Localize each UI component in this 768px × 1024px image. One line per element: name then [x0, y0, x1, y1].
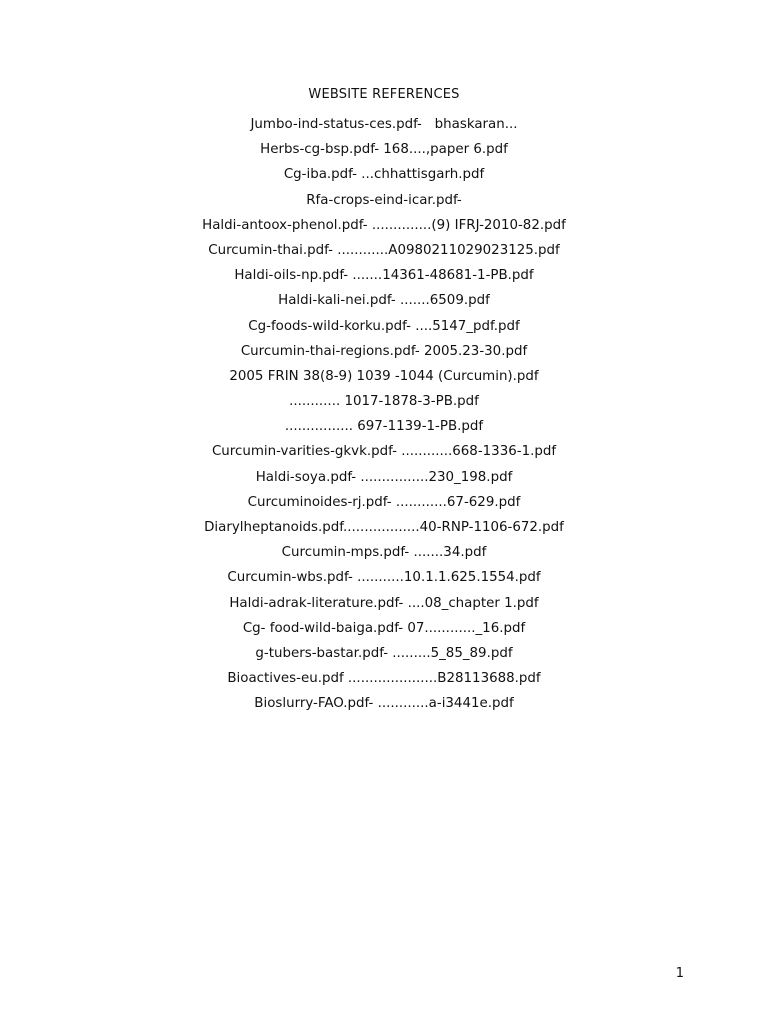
reference-item: Haldi-soya.pdf- ................230_198.pdf	[255, 469, 513, 485]
reference-item: Curcumin-wbs.pdf- ...........10.1.1.625.1554.pdf	[227, 570, 541, 586]
reference-item: Cg- food-wild-baiga.pdf- 07............_16.pdf	[242, 620, 526, 636]
reference-item: Haldi-kali-nei.pdf- .......6509.pdf	[278, 293, 490, 309]
page-title: WEBSITE REFERENCES	[308, 87, 460, 102]
reference-item: Haldi-antoox-phenol.pdf- ..............(9) IFRJ-2010-82.pdf	[202, 217, 566, 233]
reference-item: Bioslurry-FAO.pdf- ............a-i3441e.pdf	[254, 696, 514, 712]
reference-item: Curcumin-thai.pdf- ............A0980211029023125.pdf	[208, 242, 560, 258]
reference-item: ............ 1017-1878-3-PB.pdf	[289, 394, 479, 410]
reference-item: Haldi-adrak-literature.pdf- ....08_chapter 1.pdf	[229, 595, 539, 611]
reference-item: Curcuminoides-rj.pdf- ............67-629.pdf	[247, 494, 521, 510]
reference-item: Haldi-oils-np.pdf- .......14361-48681-1-PB.pdf	[234, 268, 534, 284]
reference-item: ................ 697-1139-1-PB.pdf	[284, 419, 484, 435]
reference-list	[0, 112, 768, 717]
page-number: 1	[675, 966, 684, 981]
reference-item: Rfa-crops-eind-icar.pdf-	[306, 192, 462, 208]
reference-item: Curcumin-varities-gkvk.pdf- ............668-1336-1.pdf	[211, 444, 557, 460]
reference-item: Cg-foods-wild-korku.pdf- ....5147_pdf.pdf	[248, 318, 520, 334]
reference-item: Curcumin-thai-regions.pdf- 2005.23-30.pdf	[240, 343, 528, 359]
reference-item: Curcumin-mps.pdf- .......34.pdf	[281, 545, 487, 561]
reference-item: Cg-iba.pdf- ...chhattisgarh.pdf	[283, 167, 485, 183]
reference-item: Bioactives-eu.pdf .....................B28113688.pdf	[227, 671, 541, 687]
reference-item: g-tubers-bastar.pdf- .........5_85_89.pdf	[255, 645, 513, 661]
reference-item: Diarylheptanoids.pdf..................40-RNP-1106-672.pdf	[204, 520, 564, 535]
reference-item: Herbs-cg-bsp.pdf- 168....,paper 6.pdf	[260, 142, 508, 158]
reference-item: 2005 FRIN 38(8-9) 1039 -1044 (Curcumin).pdf	[229, 368, 539, 384]
reference-item: Jumbo-ind-status-ces.pdf- bhaskaran...	[250, 117, 518, 132]
